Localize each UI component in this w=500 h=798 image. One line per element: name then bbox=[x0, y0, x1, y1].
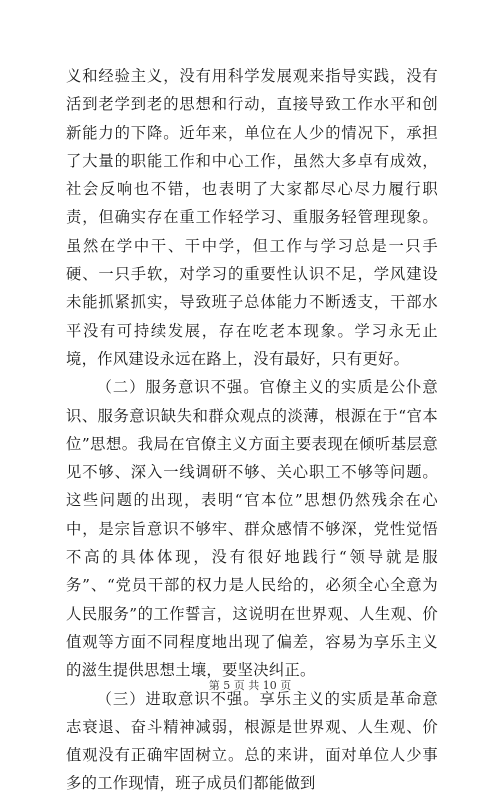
page-footer: 第 5 页 共 10 页 bbox=[208, 679, 292, 692]
paragraph-2: （二）服务意识不强。官僚主义的实质是公仆意识、服务意识缺失和群众观点的淡薄，根源在于“官本位”思想。我局在官僚主义方面主要表现在倾听基层意见不够、深入一线调研不够、关心职工不够等问题。这些问题的出现，表明“官本位”思想仍然残余在心中，是宗旨意识不够牢、群众感情不够深，党性觉悟不高的具体体现，没有很好地践行“领导就是服务”、“党员干部的权力是人民给的，必须全心全意为人民服务”的工作誓言，这说明在世界观、人生观、价值观等方面不同程度地出现了偏差，容易为享乐主义的滋生提供思想土壤，要坚决纠正。 bbox=[66, 378, 438, 680]
paragraph-3: （三）进取意识不强。享乐主义的实质是革命意志衰退、奋斗精神减弱，根源是世界观、人生观、价值观没有正确牢固树立。总的来讲，面对单位人少事多的工作现情，班子成员们都能做到 bbox=[66, 689, 438, 793]
paragraph-1: 义和经验主义，没有用科学发展观来指导实践，没有活到老学到老的思想和行动，直接导致工作水平和创新能力的下降。近年来，单位在人少的情况下，承担了大量的职能工作和中心工作，虽然大多卓有成效，社会反响也不错，也表明了大家都尽心尽力履行职责，但确实存在重工作轻学习、重服务轻管理现象。虽然在学中干、干中学，但工作与学习总是一只手硬、一只手软，对学习的重要性认识不足，学风建设未能抓紧抓实，导致班子总体能力不断透支，干部水平没有可持续发展，存在吃老本现象。学习永无止境，作风建设永远在路上，没有最好，只有更好。 bbox=[66, 67, 438, 368]
